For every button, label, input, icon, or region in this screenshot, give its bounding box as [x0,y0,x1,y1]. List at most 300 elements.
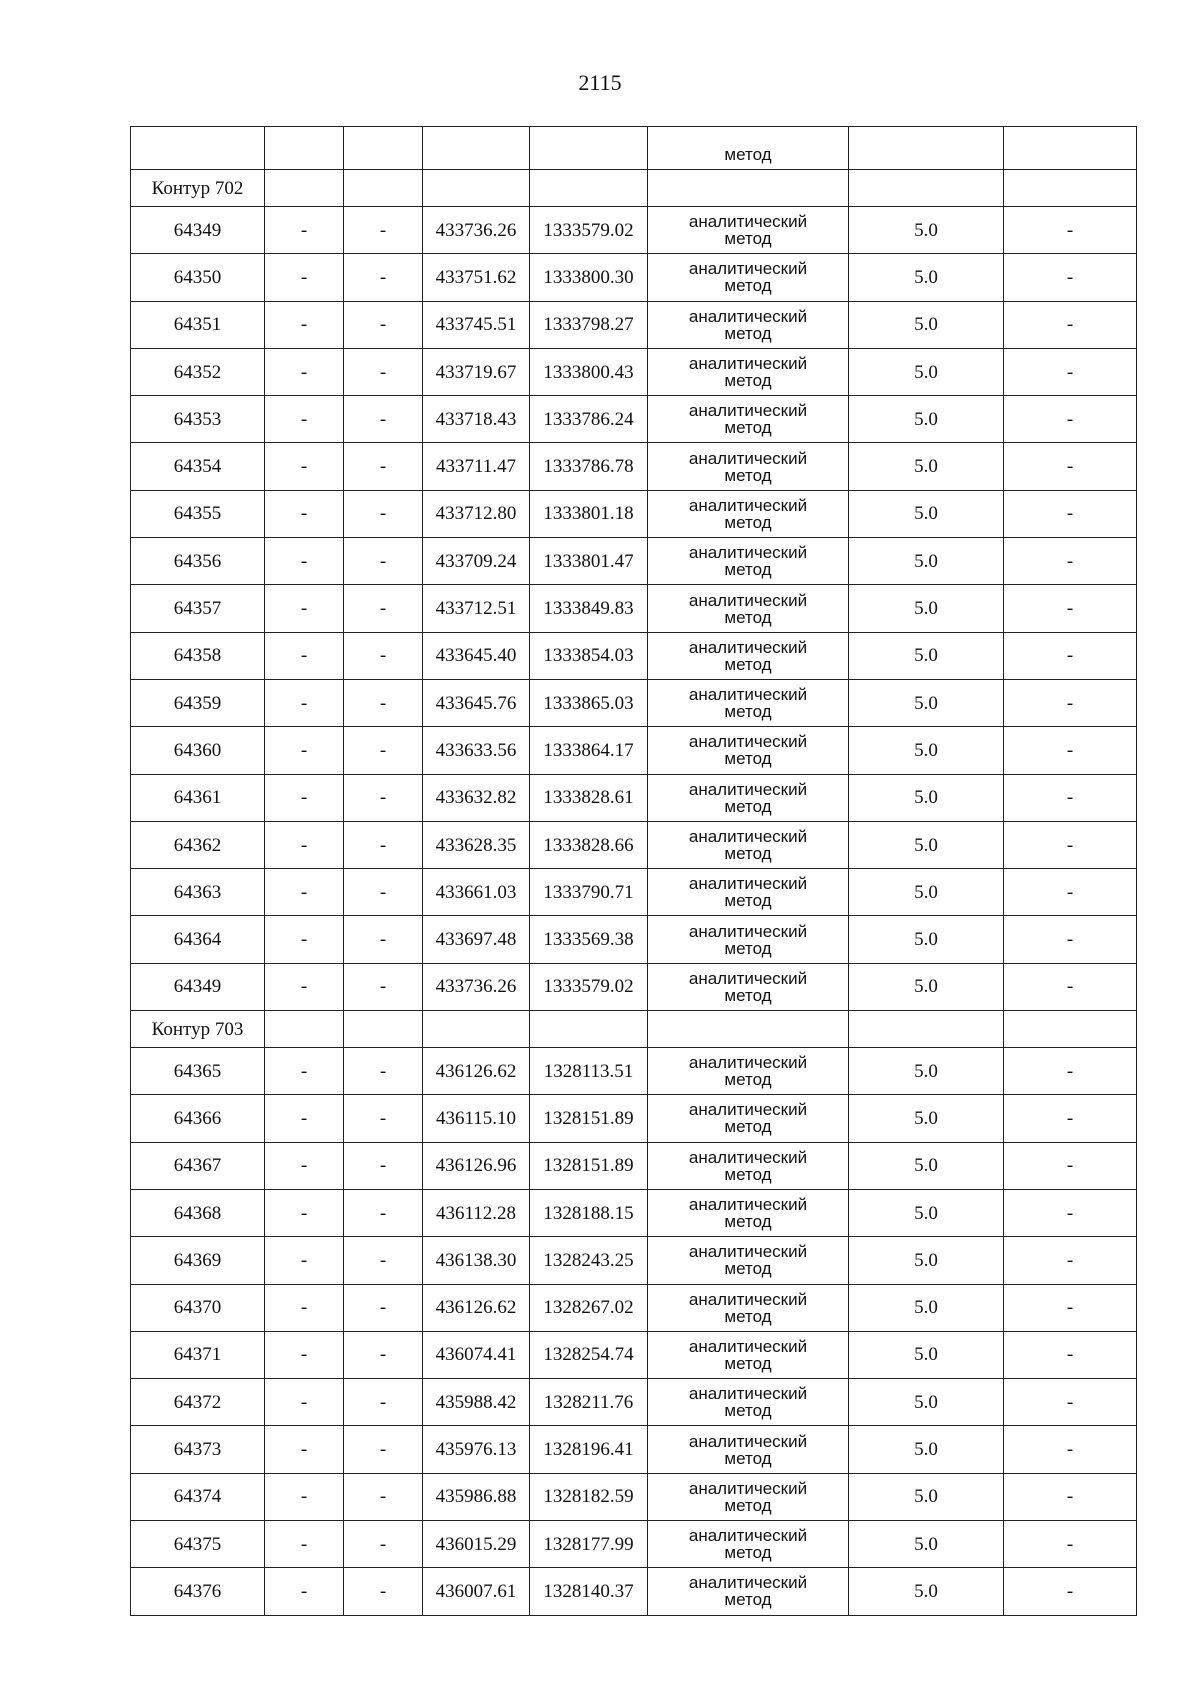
point-number: 64363 [131,869,265,916]
method-text-line-2: метод [724,891,772,911]
table-row [131,821,1137,868]
y-coordinate: 1328188.15 [530,1189,648,1236]
note-value: - [1004,1473,1137,1520]
x-coordinate: 435976.13 [423,1426,530,1473]
note-value: - [1004,443,1137,490]
x-coordinate: 433661.03 [423,869,530,916]
accuracy-value: 5.0 [849,490,1004,537]
method-text-line-2: метод [724,1259,772,1279]
method-text-line-1: аналитический [688,827,808,846]
method-text-line-2: метод [724,323,772,343]
column-3-value: - [344,1331,423,1378]
method-cell [648,916,849,963]
table-cell [849,127,1004,170]
point-number: 64366 [131,1095,265,1142]
y-coordinate: 1328182.59 [530,1473,648,1520]
table-row [131,443,1137,490]
table-row [131,1048,1137,1095]
column-3-value: - [344,301,423,348]
table-cell [530,1011,648,1048]
method-text-line-1: аналитический [688,1431,808,1451]
method-cell [648,490,849,537]
y-coordinate: 1328254.74 [530,1331,648,1378]
point-number: 64371 [131,1331,265,1378]
accuracy-value: 5.0 [849,1048,1004,1095]
method-cell [648,585,849,632]
y-coordinate: 1333854.03 [530,632,648,679]
method-cell [648,396,849,443]
point-number: 64376 [131,1568,265,1615]
column-2-value: - [265,679,344,726]
note-value: - [1004,1521,1137,1568]
note-value: - [1004,1426,1137,1473]
accuracy-value: 5.0 [849,396,1004,443]
x-coordinate: 436112.28 [423,1189,530,1236]
method-text-line-1: аналитический [688,1526,808,1546]
x-coordinate: 433736.26 [423,963,530,1010]
table-row [131,1237,1137,1284]
method-cell [648,538,849,585]
method-text-line-2: метод [724,229,772,249]
method-text-line-1: аналитический [688,259,808,279]
note-value: - [1004,490,1137,537]
column-2-value: - [265,727,344,774]
table-cell [423,1011,530,1048]
column-3-value: - [344,1048,423,1095]
point-number: 64369 [131,1237,265,1284]
column-3-value: - [344,1095,423,1142]
continuation-row [131,127,1137,170]
note-value: - [1004,1379,1137,1426]
table-cell [344,1011,423,1048]
method-text-line-2: метод [724,1495,772,1515]
point-number: 64355 [131,490,265,537]
accuracy-value: 5.0 [849,1426,1004,1473]
point-number: 64349 [131,207,265,254]
x-coordinate: 433751.62 [423,254,530,301]
x-coordinate: 436115.10 [423,1095,530,1142]
table-row [131,490,1137,537]
note-value: - [1004,632,1137,679]
method-cell [648,1521,849,1568]
column-2-value: - [265,254,344,301]
accuracy-value: 5.0 [849,1237,1004,1284]
table-cell [648,1011,849,1048]
note-value: - [1004,916,1137,963]
method-text-line-1: аналитический [688,1478,808,1498]
table-row [131,207,1137,254]
column-3-value: - [344,869,423,916]
method-text-line-2: метод [724,1117,772,1137]
column-3-value: - [344,1426,423,1473]
table-cell [423,127,530,170]
method-text: метод [724,145,772,164]
accuracy-value: 5.0 [849,443,1004,490]
point-number: 64358 [131,632,265,679]
table-row [131,1095,1137,1142]
x-coordinate: 433712.51 [423,585,530,632]
point-number: 64373 [131,1426,265,1473]
accuracy-value: 5.0 [849,727,1004,774]
method-cell [648,1426,849,1473]
table-row [131,1331,1137,1378]
column-2-value: - [265,348,344,395]
table-cell [849,170,1004,207]
y-coordinate: 1328243.25 [530,1237,648,1284]
method-text-line-1: аналитический [688,1195,808,1215]
point-number: 64370 [131,1284,265,1331]
table-row [131,774,1137,821]
y-coordinate: 1333801.18 [530,490,648,537]
table-row [131,254,1137,301]
y-coordinate: 1333569.38 [530,916,648,963]
note-value: - [1004,301,1137,348]
column-3-value: - [344,1142,423,1189]
accuracy-value: 5.0 [849,679,1004,726]
y-coordinate: 1333798.27 [530,301,648,348]
y-coordinate: 1333786.24 [530,396,648,443]
note-value: - [1004,348,1137,395]
note-value: - [1004,1048,1137,1095]
method-text-line-2: метод [724,465,772,485]
method-text-line-2: метод [724,1164,772,1184]
method-cell [648,1473,849,1520]
accuracy-value: 5.0 [849,585,1004,632]
point-number: 64356 [131,538,265,585]
table-cell [265,170,344,207]
table-cell [1004,127,1137,170]
x-coordinate: 433628.35 [423,821,530,868]
method-text-line-2: метод [724,1070,772,1090]
table-row [131,963,1137,1010]
x-coordinate: 433645.40 [423,632,530,679]
column-2-value: - [265,774,344,821]
note-value: - [1004,207,1137,254]
column-2-value: - [265,538,344,585]
x-coordinate: 436126.62 [423,1284,530,1331]
accuracy-value: 5.0 [849,348,1004,395]
method-cell [648,207,849,254]
note-value: - [1004,1284,1137,1331]
note-value: - [1004,538,1137,585]
x-coordinate: 435988.42 [423,1379,530,1426]
point-number: 64374 [131,1473,265,1520]
column-3-value: - [344,963,423,1010]
column-3-value: - [344,1237,423,1284]
x-coordinate: 436015.29 [423,1521,530,1568]
column-2-value: - [265,1379,344,1426]
column-3-value: - [344,207,423,254]
method-text-line-1: аналитический [688,1289,808,1309]
column-2-value: - [265,869,344,916]
method-text-line-1: аналитический [688,1336,808,1356]
accuracy-value: 5.0 [849,1568,1004,1615]
y-coordinate: 1328151.89 [530,1142,648,1189]
table-cell [423,170,530,207]
column-2-value: - [265,1142,344,1189]
point-number: 64350 [131,254,265,301]
method-cell [648,1048,849,1095]
y-coordinate: 1333828.66 [530,821,648,868]
y-coordinate: 1333864.17 [530,727,648,774]
method-text-line-1: аналитический [688,1242,808,1262]
column-2-value: - [265,1568,344,1615]
y-coordinate: 1333579.02 [530,207,648,254]
method-text-line-1: аналитический [688,685,808,705]
point-number: 64365 [131,1048,265,1095]
column-3-value: - [344,727,423,774]
method-text-line-2: метод [724,1590,772,1610]
method-cell [648,1237,849,1284]
method-text-line-1: аналитический [688,921,808,941]
column-2-value: - [265,632,344,679]
accuracy-value: 5.0 [849,1521,1004,1568]
y-coordinate: 1328113.51 [530,1048,648,1095]
method-text-line-2: метод [724,796,772,816]
method-text-line-2: метод [724,844,772,863]
table-row [131,1284,1137,1331]
table-row [131,1379,1137,1426]
point-number: 64375 [131,1521,265,1568]
method-cell [648,1189,849,1236]
method-cell [648,632,849,679]
table-row [131,679,1137,726]
accuracy-value: 5.0 [849,632,1004,679]
table-row [131,869,1137,916]
method-text-line-2: метод [724,1353,772,1373]
column-3-value: - [344,1473,423,1520]
y-coordinate: 1328140.37 [530,1568,648,1615]
method-text-line-2: метод [724,512,772,532]
method-cell [648,774,849,821]
method-text-line-2: метод [724,1448,772,1468]
note-value: - [1004,1237,1137,1284]
note-value: - [1004,1568,1137,1615]
section-header-row [131,170,1137,207]
note-value: - [1004,585,1137,632]
column-2-value: - [265,1237,344,1284]
method-text-line-1: аналитический [688,968,808,988]
accuracy-value: 5.0 [849,538,1004,585]
method-cell [648,821,849,868]
method-text-line-2: метод [724,1543,772,1563]
y-coordinate: 1333801.47 [530,538,648,585]
method-cell [648,348,849,395]
accuracy-value: 5.0 [849,1473,1004,1520]
y-coordinate: 1333828.61 [530,774,648,821]
y-coordinate: 1333800.30 [530,254,648,301]
table-cell [344,170,423,207]
table-cell [648,170,849,207]
column-3-value: - [344,443,423,490]
y-coordinate: 1333786.78 [530,443,648,490]
method-text-line-2: метод [724,371,772,391]
method-cell [648,1331,849,1378]
column-2-value: - [265,1331,344,1378]
method-text-line-1: аналитический [688,1384,808,1404]
method-text-line-1: аналитический [688,874,808,894]
method-text-line-1: аналитический [688,401,808,421]
column-3-value: - [344,1189,423,1236]
method-cell [648,127,849,170]
column-3-value: - [344,774,423,821]
column-3-value: - [344,679,423,726]
method-cell [648,727,849,774]
accuracy-value: 5.0 [849,1284,1004,1331]
column-3-value: - [344,585,423,632]
method-cell [648,1095,849,1142]
method-text-line-2: метод [724,1401,772,1421]
column-2-value: - [265,916,344,963]
coordinates-table [130,126,1137,1616]
note-value: - [1004,727,1137,774]
method-text-line-1: аналитический [688,779,808,799]
x-coordinate: 433719.67 [423,348,530,395]
accuracy-value: 5.0 [849,1142,1004,1189]
method-cell [648,1142,849,1189]
method-text-line-2: метод [724,702,772,722]
table-row [131,348,1137,395]
column-3-value: - [344,1284,423,1331]
method-cell [648,301,849,348]
table-cell [265,1011,344,1048]
x-coordinate: 436126.96 [423,1142,530,1189]
method-cell [648,679,849,726]
x-coordinate: 433709.24 [423,538,530,585]
accuracy-value: 5.0 [849,916,1004,963]
method-text-line-1: аналитический [688,1053,808,1073]
table-row [131,1521,1137,1568]
method-cell [648,869,849,916]
method-text-line-2: метод [724,654,772,674]
column-3-value: - [344,396,423,443]
column-3-value: - [344,821,423,868]
section-label: Контур 703 [131,1011,265,1048]
column-2-value: - [265,490,344,537]
method-text-line-1: аналитический [688,543,808,563]
column-2-value: - [265,1048,344,1095]
method-text-line-2: метод [724,276,772,296]
table-row [131,301,1137,348]
table-row [131,1426,1137,1473]
method-text-line-1: аналитический [688,1573,808,1593]
point-number: 64362 [131,821,265,868]
column-3-value: - [344,1379,423,1426]
table-cell [1004,170,1137,207]
column-2-value: - [265,963,344,1010]
note-value: - [1004,1189,1137,1236]
page-number: 2115 [578,70,622,95]
note-value: - [1004,396,1137,443]
accuracy-value: 5.0 [849,1379,1004,1426]
accuracy-value: 5.0 [849,963,1004,1010]
column-3-value: - [344,1521,423,1568]
column-2-value: - [265,1095,344,1142]
column-2-value: - [265,1521,344,1568]
accuracy-value: 5.0 [849,821,1004,868]
point-number: 64359 [131,679,265,726]
table-row [131,727,1137,774]
point-number: 64360 [131,727,265,774]
table-row [131,538,1137,585]
method-text-line-2: метод [724,418,772,438]
accuracy-value: 5.0 [849,1189,1004,1236]
method-cell [648,1568,849,1615]
point-number: 64353 [131,396,265,443]
method-text-line-2: метод [724,560,772,580]
y-coordinate: 1333800.43 [530,348,648,395]
method-text-line-2: метод [724,985,772,1005]
point-number: 64352 [131,348,265,395]
table-cell [849,1011,1004,1048]
y-coordinate: 1328196.41 [530,1426,648,1473]
x-coordinate: 433745.51 [423,301,530,348]
x-coordinate: 436126.62 [423,1048,530,1095]
note-value: - [1004,1095,1137,1142]
method-text-line-2: метод [724,1306,772,1326]
method-text-line-1: аналитический [688,1147,808,1167]
x-coordinate: 433711.47 [423,443,530,490]
method-text-line-2: метод [724,749,772,769]
x-coordinate: 433633.56 [423,727,530,774]
point-number: 64368 [131,1189,265,1236]
table-row [131,632,1137,679]
accuracy-value: 5.0 [849,207,1004,254]
column-3-value: - [344,490,423,537]
y-coordinate: 1328177.99 [530,1521,648,1568]
method-text-line-1: аналитический [688,495,808,515]
accuracy-value: 5.0 [849,1095,1004,1142]
point-number: 64372 [131,1379,265,1426]
note-value: - [1004,821,1137,868]
note-value: - [1004,774,1137,821]
x-coordinate: 433632.82 [423,774,530,821]
point-number: 64357 [131,585,265,632]
table-cell [530,170,648,207]
method-text-line-1: аналитический [688,212,808,232]
method-cell [648,1284,849,1331]
accuracy-value: 5.0 [849,869,1004,916]
method-text-line-1: аналитический [688,590,808,610]
table-row [131,1473,1137,1520]
table-row [131,1568,1137,1615]
column-2-value: - [265,301,344,348]
table-row [131,916,1137,963]
x-coordinate: 433645.76 [423,679,530,726]
point-number: 64351 [131,301,265,348]
y-coordinate: 1328211.76 [530,1379,648,1426]
y-coordinate: 1328267.02 [530,1284,648,1331]
column-2-value: - [265,443,344,490]
column-2-value: - [265,821,344,868]
table-row [131,585,1137,632]
accuracy-value: 5.0 [849,774,1004,821]
method-text-line-1: аналитический [688,1100,808,1120]
method-text-line-2: метод [724,1212,772,1232]
note-value: - [1004,963,1137,1010]
table-cell [530,127,648,170]
method-text-line-1: аналитический [688,448,808,468]
method-text-line-1: аналитический [688,637,808,657]
x-coordinate: 433712.80 [423,490,530,537]
note-value: - [1004,1331,1137,1378]
column-3-value: - [344,1568,423,1615]
method-text-line-2: метод [724,938,772,958]
table-cell [344,127,423,170]
point-number: 64361 [131,774,265,821]
section-header-row [131,1011,1137,1048]
table-body [131,127,1137,1616]
